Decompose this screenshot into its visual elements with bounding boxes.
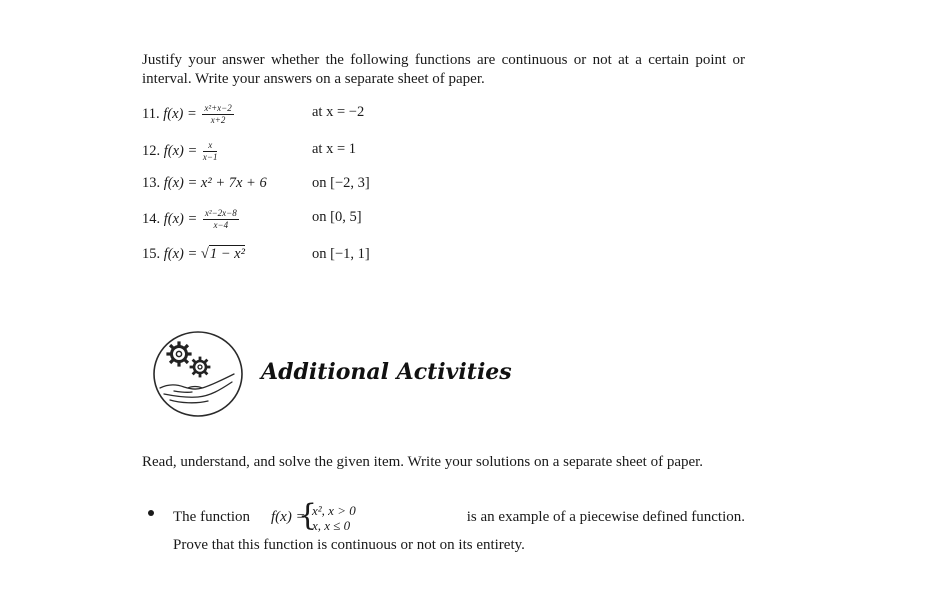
square-root bbox=[201, 246, 245, 263]
function-label: f(x) = bbox=[271, 509, 306, 525]
numerator: x²−2x−8 bbox=[204, 208, 237, 218]
case-1: x², x > 0 bbox=[312, 503, 356, 518]
bullet-tail-text: is an example of a piecewise defined function. bbox=[466, 509, 745, 525]
cases bbox=[312, 503, 356, 533]
radical-sign: √ bbox=[200, 246, 209, 262]
numerator: x²+x−2 bbox=[204, 103, 232, 113]
item-number: 15. bbox=[142, 246, 161, 262]
gears-on-hand-icon bbox=[152, 330, 244, 418]
function-prefix: f(x) = x² + 7x + 6 bbox=[163, 175, 267, 191]
intro-paragraph: Justify your answer whether the following functions are continuous or not at a certain point or interval. Write your answers on a separate sheet of paper. bbox=[142, 52, 745, 87]
condition: on [0, 5] bbox=[312, 209, 362, 225]
fraction bbox=[203, 209, 239, 230]
denominator: x−1 bbox=[202, 152, 218, 162]
instructions-paragraph: Read, understand, and solve the given item. Write your solutions on a separate sheet of paper. bbox=[142, 454, 704, 470]
condition: at x = −2 bbox=[312, 104, 365, 120]
radicand: 1 − x² bbox=[209, 246, 245, 262]
function-prefix: f(x) = bbox=[163, 105, 197, 122]
bullet-lead-text: The function bbox=[173, 509, 251, 525]
function-prefix: f(x) = bbox=[163, 142, 198, 159]
bullet-point bbox=[148, 510, 154, 516]
item-number: 14. bbox=[142, 210, 161, 227]
item-number: 13. bbox=[142, 175, 161, 191]
bullet-statement bbox=[173, 498, 745, 534]
item-number: 12. bbox=[142, 142, 161, 159]
condition: at x = 1 bbox=[312, 141, 357, 157]
function-prefix: f(x) = bbox=[163, 246, 198, 262]
case-2: x, x ≤ 0 bbox=[312, 518, 351, 533]
function-prefix: f(x) = bbox=[163, 210, 198, 227]
section-heading: Additional Activities bbox=[261, 359, 512, 385]
bullet-line-2: Prove that this function is continuous or not on its entirety. bbox=[173, 537, 525, 553]
condition: on [−2, 3] bbox=[312, 175, 370, 191]
denominator: x−4 bbox=[213, 220, 229, 230]
denominator: x+2 bbox=[210, 115, 226, 125]
condition: on [−1, 1] bbox=[312, 246, 370, 262]
numerator: x bbox=[203, 141, 218, 152]
fraction bbox=[203, 141, 218, 162]
fraction bbox=[202, 104, 233, 125]
left-brace: { bbox=[298, 498, 318, 533]
item-number: 11. bbox=[142, 105, 160, 122]
